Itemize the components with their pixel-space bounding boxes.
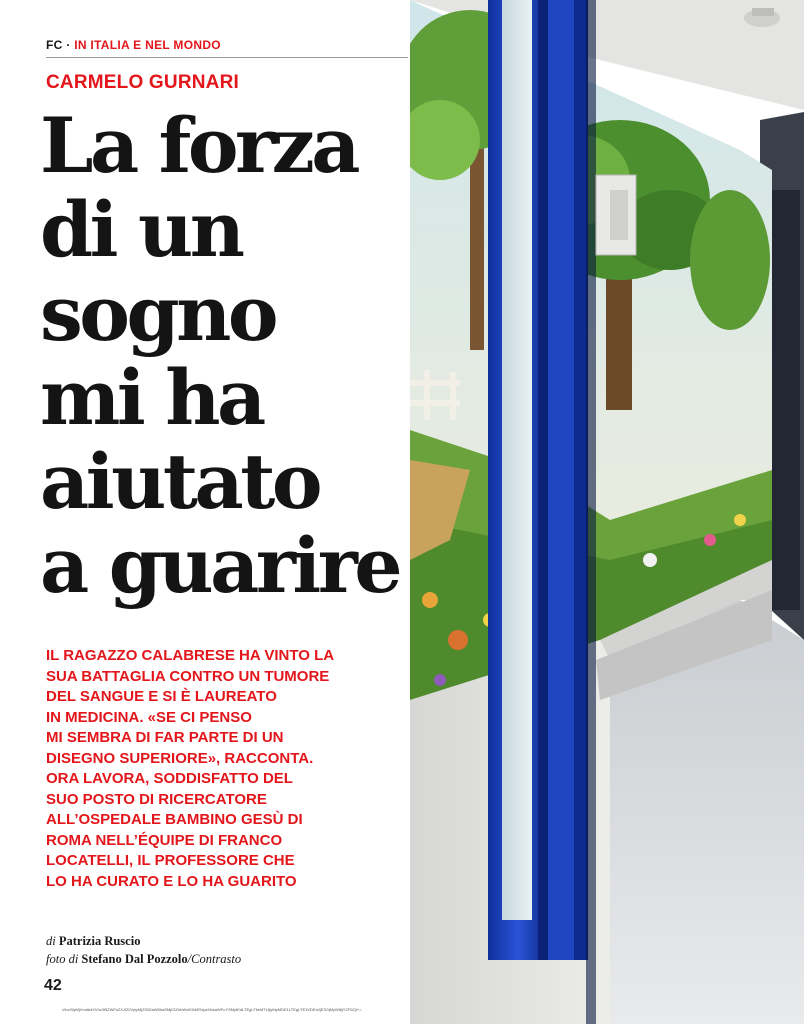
headline-line: a guarire	[40, 521, 400, 610]
article-headline	[40, 101, 410, 610]
deck-line: DEL SANGUE E SI È LAUREATO	[46, 688, 277, 705]
headline-line: mi ha	[40, 353, 263, 442]
section-header	[46, 38, 221, 52]
deck-line: LO HA CURATO E LO HA GUARITO	[46, 872, 297, 890]
deck-line: IL RAGAZZO CALABRESE HA VINTO LA	[46, 647, 335, 664]
corridor-photo	[410, 0, 804, 1024]
headline-line: sogno	[40, 269, 276, 358]
author-name: Patrizia Ruscio	[58, 934, 141, 948]
deck-line: ROMA NELL’ÉQUIPE DI FRANCO	[46, 831, 283, 849]
headline-line: La forza	[40, 101, 357, 190]
deck-line: SUA BATTAGLIA CONTRO UN TUMORE	[46, 667, 330, 685]
page-number: 42	[44, 977, 62, 994]
photo-prefix: foto di	[46, 952, 82, 966]
deck-line: LOCATELLI, IL PROFESSORE CHE	[46, 852, 295, 869]
section-name: IN ITALIA E NEL MONDO	[74, 38, 221, 52]
footer-code: VkrcSlyMjVmdkdXVhc3l5ZWFsZXJlZ2VyiyMjZS52aW5haSMjIGZhbWxlIGhlIENyaXNsaWFuYSMjdEdLTEgLTkeMTUjlyMyMDE1LTEgLTE3VDEx0jE3OjMyWi8jY2F0ZjI+=	[62, 1007, 362, 1012]
headline-line: di un	[40, 185, 242, 274]
deck-line: IN MEDICINA. «SE CI PENSO	[46, 708, 252, 726]
deck-line: DISEGNO SUPERIORE», RACCONTA.	[46, 749, 314, 767]
magazine-brand: FC	[46, 38, 63, 52]
deck-line: ORA LAVORA, SODDISFATTO DEL	[46, 770, 293, 787]
deck-line: MI SEMBRA DI FAR PARTE DI UN	[46, 729, 284, 746]
headline-line: aiutato	[40, 437, 320, 526]
article-deck	[46, 646, 386, 892]
article-kicker: CARMELO GURNARI	[46, 72, 239, 93]
deck-line: ALL’OSPEDALE BAMBINO GESÙ DI	[46, 811, 303, 828]
header-separator: ·	[62, 38, 75, 52]
author-credit	[46, 932, 241, 950]
photo-credit	[46, 950, 241, 968]
article-credits	[46, 932, 241, 968]
author-prefix: di	[46, 934, 59, 948]
photographer-name: Stefano Dal Pozzolo	[81, 952, 188, 966]
deck-line: SUO POSTO DI RICERCATORE	[46, 790, 267, 808]
photo-agency: /Contrasto	[187, 952, 242, 966]
header-rule	[46, 57, 408, 58]
